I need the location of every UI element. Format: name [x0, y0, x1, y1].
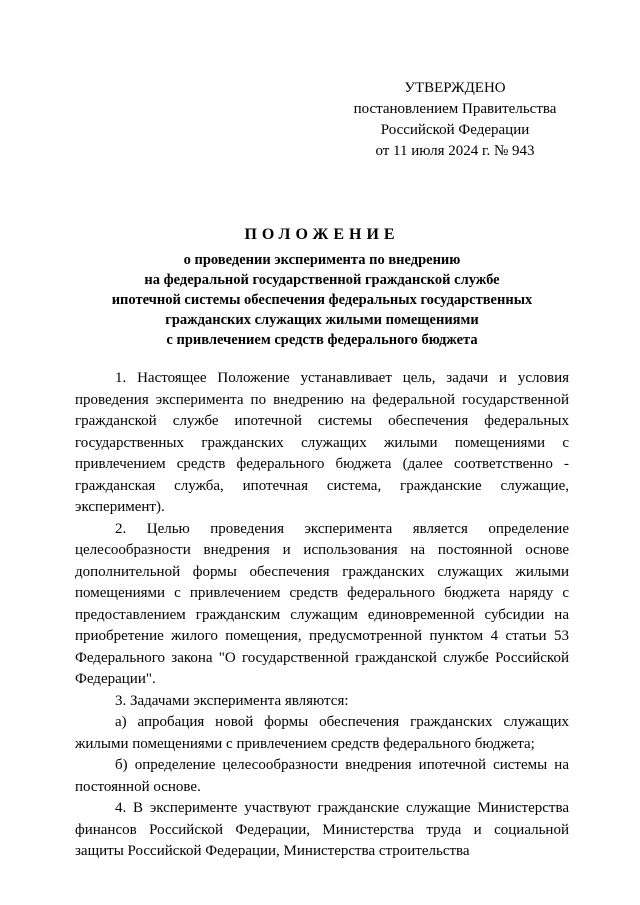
paragraph-1: 1. Настоящее Положение устанавливает цель, задачи и условия проведения эксперимента по внедрению на федеральной государственной гражданской службе ипотечной системы обеспечения федеральных государственных гражданских служащих жилыми помещениями с привлечением средств федерального бюджета (далее соответственно - гражданская служба, ипотечная система, гражданские служащие, эксперимент).: [75, 370, 569, 515]
document-body: [75, 368, 569, 863]
approval-line: постановлением Правительства: [353, 101, 557, 117]
document-subtitle-line: на федеральной государственной гражданской службе: [144, 272, 500, 288]
approval-line: от 11 июля 2024 г. № 943: [375, 143, 535, 159]
paragraph-3b: б) определение целесообразности внедрения ипотечной системы на постоянной основе.: [75, 757, 569, 795]
document-heading: [60, 226, 584, 350]
document-subtitle-line: с привлечением средств федерального бюджета: [166, 332, 478, 348]
approval-title: УТВЕРЖДЕНО: [404, 80, 506, 96]
document-title: ПОЛОЖЕНИЕ: [244, 226, 400, 243]
document-subtitle-line: гражданских служащих жилыми помещениями: [165, 312, 479, 328]
approval-line: Российской Федерации: [380, 122, 530, 138]
paragraph-2: 2. Целью проведения эксперимента является определение целесообразности внедрения и использования на постоянной основе дополнительной формы обеспечения гражданских служащих жилыми помещениями с привлечением средств федерального бюджета наряду с предоставлением гражданским служащим единовременной субсидии на приобретение жилого помещения, предусмотренной пунктом 4 статьи 53 Федерального закона "О государственной гражданской службе Российской Федерации".: [75, 520, 569, 687]
document-subtitle-line: ипотечной системы обеспечения федеральных государственных: [111, 292, 533, 308]
paragraph-4: 4. В эксперименте участвуют гражданские служащие Министерства финансов Российской Федерации, Министерства труда и социальной защиты Российской Федерации, Министерства строительства: [75, 800, 569, 859]
document-subtitle-line: о проведении эксперимента по внедрению: [183, 252, 461, 268]
paragraph-3: 3. Задачами эксперимента являются:: [115, 692, 349, 709]
paragraph-3a: а) апробация новой формы обеспечения гражданских служащих жилыми помещениями с привлечением средств федерального бюджета;: [75, 714, 569, 752]
approval-stamp: [330, 78, 580, 162]
